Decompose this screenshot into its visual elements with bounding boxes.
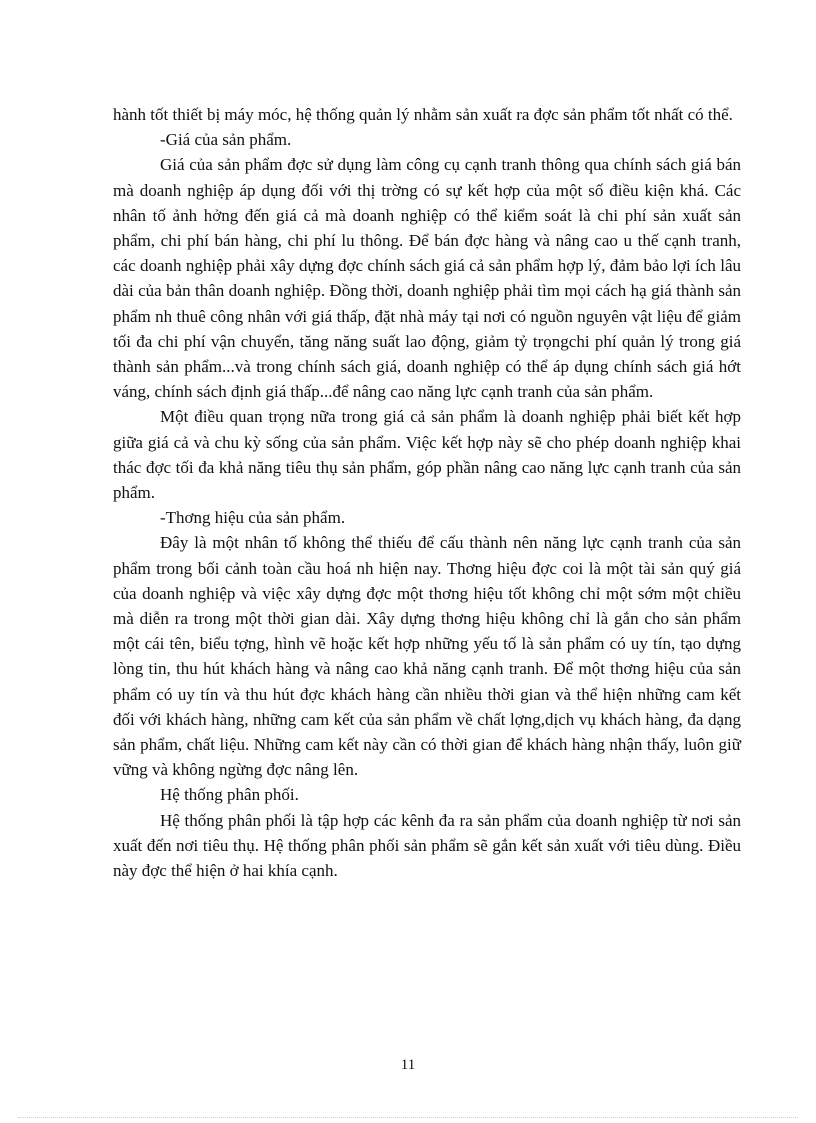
paragraph-price-lifecycle: Một điều quan trọng nữa trong giá cả sản phẩm là doanh nghiệp phải biết kết hợp giữa giá cả và chu kỳ sống của sản phẩm. Việc kết hợp này sẽ cho phép doanh nghiệp khai thác đợc tối đa khả năng tiêu thụ sản phẩm, góp phần nâng cao năng lực cạnh tranh của sản phẩm. — [113, 407, 741, 503]
page-body — [113, 102, 741, 883]
heading-distribution: Hệ thống phân phối. — [160, 785, 299, 805]
page-number: 11 — [400, 1057, 416, 1073]
heading-price: -Giá của sản phẩm. — [160, 130, 292, 150]
heading-brand: -Thơng hiệu của sản phẩm. — [160, 508, 346, 528]
paragraph-distribution: Hệ thống phân phối là tập hợp các kênh đa ra sản phẩm của doanh nghiệp từ nơi sản xuất đến nơi tiêu thụ. Hệ thống phân phối sản phẩm sẽ gắn kết sản xuất với tiêu dùng. Điều này đợc thể hiện ở hai khía cạnh. — [113, 810, 741, 881]
page-bottom-border — [18, 1117, 798, 1118]
paragraph-price-policy: Giá của sản phẩm đợc sử dụng làm công cụ cạnh tranh thông qua chính sách giá bán mà doanh nghiệp áp dụng đối với thị trờng có sự kết hợp của một số điều kiện khá. Các nhân tố ảnh hởng đến giá cả mà doanh nghiệp có thể kiểm soát là chi phí sản xuất sản phẩm, chi phí bán hàng, chi phí lu thông. Để bán đợc hàng và nâng cao u thế cạnh tranh, các doanh nghiệp phải xây dựng đợc chính sách giá cả sản phẩm hợp lý, đảm bảo lợi ích lâu dài của bản thân doanh nghiệp. Đồng thời, doanh nghiệp phải tìm mọi cách hạ giá thành sản phẩm nh thuê công nhân với giá thấp, đặt nhà máy tại nơi có nguồn nguyên vật liệu để giảm tối đa chi phí vận chuyển, tăng năng suất lao động, giảm tỷ trọngchi phí quản lý trong giá thành sản phẩm...và trong chính sách giá, doanh nghiệp có thể áp dụng chính sách giá hớt váng, chính sách định giá thấp...để nâng cao năng lực cạnh tranh của sản phẩm. — [113, 155, 741, 402]
paragraph-continuation: hành tốt thiết bị máy móc, hệ thống quản lý nhằm sản xuất ra đợc sản phẩm tốt nhất có thể. — [113, 105, 733, 124]
paragraph-brand: Đây là một nhân tố không thể thiếu để cấu thành nên năng lực cạnh tranh của sản phẩm trong bối cảnh toàn cầu hoá nh hiện nay. Thơng hiệu đợc coi là một tài sản quý giá của doanh nghiệp và việc xây dựng đợc một thơng hiệu tốt không chỉ một sớm một chiều mà diễn ra trong một thời gian dài. Xây dựng thơng hiệu không chỉ là gắn cho sản phẩm một cái tên, biểu tợng, hình vẽ hoặc kết hợp những yếu tố là sản phẩm có uy tín, tạo dựng lòng tin, thu hút khách hàng và nâng cao khả năng cạnh tranh. Để một thơng hiệu của sản phẩm có uy tín và thu hút đợc khách hàng cần nhiều thời gian và thể hiện những cam kết đối với khách hàng, những cam kết của sản phẩm về chất lợng,dịch vụ khách hàng, đa dạng sản phẩm, chất liệu. Những cam kết này cần có thời gian để khách hàng nhận thấy, luôn giữ vững và không ngừng đợc nâng lên. — [113, 533, 741, 780]
